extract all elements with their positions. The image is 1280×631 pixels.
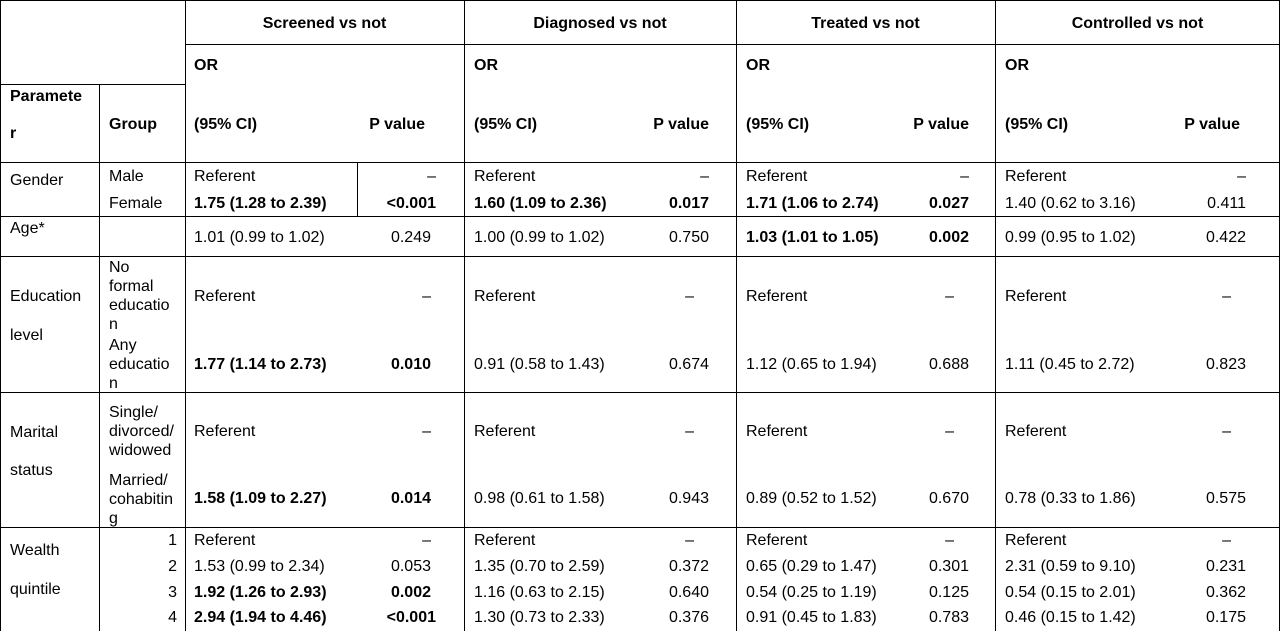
cell: Referent <box>474 532 536 549</box>
cell: – <box>1222 288 1231 305</box>
parameter-header: r <box>10 125 17 142</box>
cell: 1.40 (0.62 to 3.16) <box>1005 195 1136 212</box>
cell: 0.674 <box>668 356 709 373</box>
cell: – <box>945 532 954 549</box>
cell: 0.78 (0.33 to 1.86) <box>1005 490 1136 507</box>
param-education: Education <box>10 288 82 305</box>
cell: – <box>1237 168 1246 185</box>
cell: 2.31 (0.59 to 9.10) <box>1005 558 1136 575</box>
cell: Referent <box>1005 288 1067 305</box>
cell: 1.58 (1.09 to 2.27) <box>194 490 327 507</box>
grid-line <box>99 84 100 631</box>
param-gender: Gender <box>10 172 64 189</box>
grid-line <box>0 0 1280 1</box>
or-label: OR <box>194 57 218 74</box>
cell: 1.77 (1.14 to 2.73) <box>194 356 327 373</box>
cell: 0.301 <box>928 558 969 575</box>
col-group-controlled: Controlled vs not <box>1071 15 1204 32</box>
cell: 0.231 <box>1205 558 1246 575</box>
grid-line <box>0 256 1280 257</box>
cell: 0.053 <box>390 558 431 575</box>
cell: Referent <box>474 288 536 305</box>
cell: 0.002 <box>390 584 431 601</box>
group-male: Male <box>109 168 144 185</box>
cell: 0.125 <box>928 584 969 601</box>
cell: Referent <box>474 168 536 185</box>
cell: Referent <box>194 423 256 440</box>
cell: 0.89 (0.52 to 1.52) <box>746 490 877 507</box>
cell: 0.91 (0.58 to 1.43) <box>474 356 605 373</box>
cell: Referent <box>1005 532 1067 549</box>
cell: 0.91 (0.45 to 1.83) <box>746 609 877 626</box>
cell: Referent <box>194 532 256 549</box>
cell: 0.249 <box>390 229 431 246</box>
cell: 0.175 <box>1205 609 1246 626</box>
cell: – <box>945 423 954 440</box>
cell: – <box>422 423 431 440</box>
group-female: Female <box>109 195 163 212</box>
ci-label: (95% CI) <box>1005 116 1069 133</box>
col-group-treated: Treated vs not <box>811 15 920 32</box>
cell: 0.362 <box>1205 584 1246 601</box>
group-q1: 1 <box>168 532 177 549</box>
cell: 0.575 <box>1205 490 1246 507</box>
cell: 0.014 <box>390 490 431 507</box>
cell: 0.372 <box>668 558 709 575</box>
grid-line <box>185 44 1280 45</box>
p-label: P value <box>653 116 709 133</box>
grid-line <box>464 0 465 631</box>
cell: 1.03 (1.01 to 1.05) <box>746 229 879 246</box>
cell: 1.00 (0.99 to 1.02) <box>474 229 605 246</box>
grid-line <box>0 0 1 631</box>
grid-line <box>0 84 185 85</box>
cell: – <box>960 168 969 185</box>
grid-line <box>0 527 1280 528</box>
cell: – <box>1222 423 1231 440</box>
col-group-diagnosed: Diagnosed vs not <box>533 15 667 32</box>
cell: 2.94 (1.94 to 4.46) <box>194 609 327 626</box>
or-label: OR <box>474 57 498 74</box>
cell: – <box>1222 532 1231 549</box>
cell: 0.640 <box>668 584 709 601</box>
cell: Referent <box>1005 168 1067 185</box>
cell: 1.71 (1.06 to 2.74) <box>746 195 879 212</box>
group-single: Single/ divorced/ widowed <box>109 404 174 459</box>
group-q2: 2 <box>168 558 177 575</box>
cell: Referent <box>746 423 808 440</box>
p-label: P value <box>1184 116 1240 133</box>
param-marital: Marital <box>10 424 59 441</box>
cell: Referent <box>474 423 536 440</box>
p-label: P value <box>369 116 425 133</box>
cell: Referent <box>194 288 256 305</box>
cell: 0.823 <box>1205 356 1246 373</box>
param-wealth: Wealth <box>10 542 60 559</box>
group-any-education: Any educatio n <box>109 337 170 392</box>
cell: 1.60 (1.09 to 2.36) <box>474 195 607 212</box>
cell: – <box>685 532 694 549</box>
cell: 0.65 (0.29 to 1.47) <box>746 558 877 575</box>
cell: Referent <box>746 532 808 549</box>
group-q4: 4 <box>168 609 177 626</box>
cell: <0.001 <box>386 609 436 626</box>
cell: 0.670 <box>928 490 969 507</box>
cell: 0.027 <box>928 195 969 212</box>
cell: 1.53 (0.99 to 2.34) <box>194 558 325 575</box>
cell: – <box>427 168 436 185</box>
ci-label: (95% CI) <box>194 116 258 133</box>
grid-line <box>0 216 1280 217</box>
ci-label: (95% CI) <box>474 116 538 133</box>
cell: 1.35 (0.70 to 2.59) <box>474 558 605 575</box>
cell: – <box>685 423 694 440</box>
cell: – <box>945 288 954 305</box>
cell: – <box>422 288 431 305</box>
cell: 0.98 (0.61 to 1.58) <box>474 490 605 507</box>
cell: Referent <box>746 168 808 185</box>
cell: 1.16 (0.63 to 2.15) <box>474 584 605 601</box>
or-label: OR <box>1005 57 1029 74</box>
cell: 0.376 <box>668 609 709 626</box>
cell: 0.54 (0.25 to 1.19) <box>746 584 877 601</box>
cell: 0.017 <box>668 195 709 212</box>
cell: – <box>700 168 709 185</box>
cell: 1.30 (0.73 to 2.33) <box>474 609 605 626</box>
cell: 1.12 (0.65 to 1.94) <box>746 356 877 373</box>
group-header: Group <box>109 116 157 133</box>
cell: 1.11 (0.45 to 2.72) <box>1005 356 1135 373</box>
cell: Referent <box>746 288 808 305</box>
group-q3: 3 <box>168 584 177 601</box>
param-marital: status <box>10 462 53 479</box>
cell: 0.943 <box>668 490 709 507</box>
grid-line <box>736 0 737 631</box>
cell: 0.002 <box>928 229 969 246</box>
col-group-screened: Screened vs not <box>262 15 387 32</box>
grid-line <box>0 162 1280 163</box>
cell: 0.688 <box>928 356 969 373</box>
cell: – <box>685 288 694 305</box>
group-no-education: No formal educatio n <box>109 259 170 333</box>
cell: 0.54 (0.15 to 2.01) <box>1005 584 1136 601</box>
cell: Referent <box>194 168 256 185</box>
param-wealth: quintile <box>10 581 61 598</box>
cell: 0.783 <box>928 609 969 626</box>
cell: – <box>422 532 431 549</box>
cell: 1.01 (0.99 to 1.02) <box>194 229 325 246</box>
parameter-header: Paramete <box>10 88 83 105</box>
cell: 1.75 (1.28 to 2.39) <box>194 195 327 212</box>
grid-line <box>0 392 1280 393</box>
cell: 1.92 (1.26 to 2.93) <box>194 584 327 601</box>
cell: 0.411 <box>1207 195 1246 212</box>
cell: 0.422 <box>1205 229 1246 246</box>
param-age: Age* <box>10 220 45 237</box>
param-education: level <box>10 327 43 344</box>
or-label: OR <box>746 57 770 74</box>
cell: 0.010 <box>390 356 431 373</box>
grid-line <box>995 0 996 631</box>
p-label: P value <box>913 116 969 133</box>
cell: 0.99 (0.95 to 1.02) <box>1005 229 1136 246</box>
cell: Referent <box>1005 423 1067 440</box>
ci-label: (95% CI) <box>746 116 810 133</box>
group-married: Married/ cohabitin g <box>109 472 174 527</box>
cell: 0.750 <box>668 229 709 246</box>
cell: 0.46 (0.15 to 1.42) <box>1005 609 1136 626</box>
cell: <0.001 <box>386 195 436 212</box>
